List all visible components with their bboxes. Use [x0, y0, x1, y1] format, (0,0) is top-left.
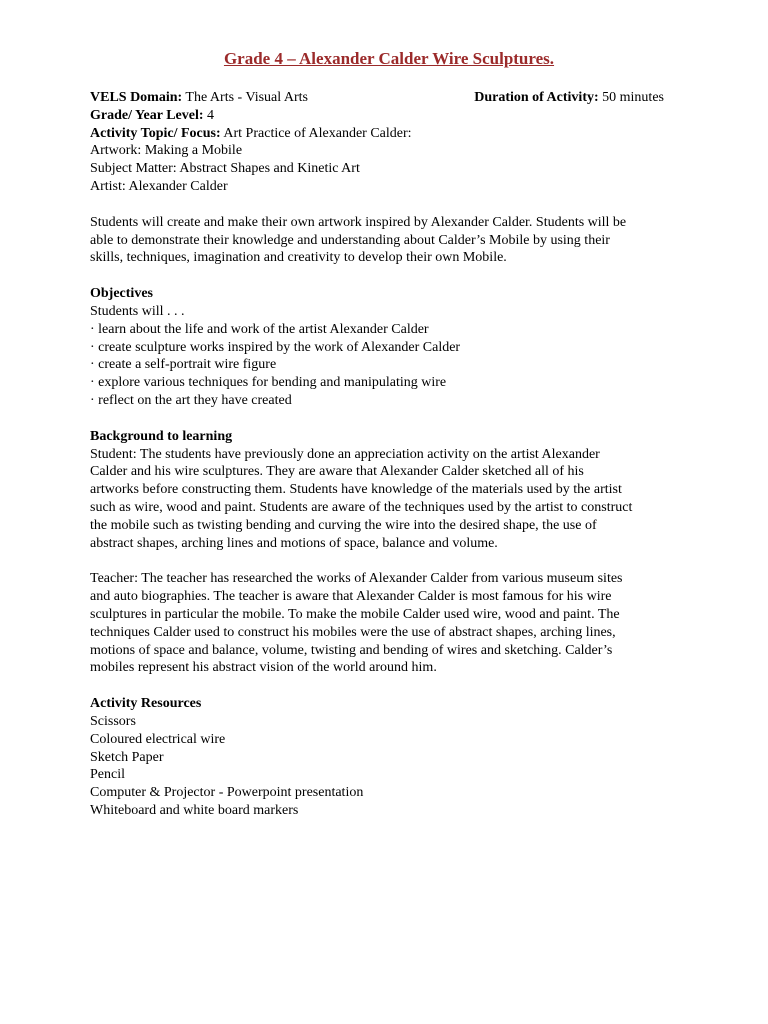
teacher-line: motions of space and balance, volume, twisting and bending of wires and sketching. Calder’s — [90, 642, 613, 658]
intro-line: skills, techniques, imagination and creativity to develop their own Mobile. — [90, 250, 507, 266]
list-item: · learn about the life and work of the artist Alexander Calder — [90, 321, 429, 337]
document-title: Grade 4 – Alexander Calder Wire Sculptures. — [223, 49, 555, 68]
teacher-line: techniques Calder used to construct his mobiles were the use of abstract shapes, arching lines, — [90, 624, 616, 640]
list-item: Coloured electrical wire — [90, 731, 226, 747]
topic-row — [90, 125, 688, 143]
student-line: Calder and his wire sculptures. They are aware that Alexander Calder sketched all of his — [90, 464, 584, 480]
intro-line: Students will create and make their own artwork inspired by Alexander Calder. Students will be — [90, 214, 627, 230]
teacher-line: and auto biographies. The teacher is aware that Alexander Calder is most famous for his wire — [90, 589, 612, 605]
list-item: · create a self-portrait wire figure — [90, 357, 277, 373]
vels-domain — [90, 89, 308, 107]
list-item: · reflect on the art they have created — [90, 392, 292, 408]
intro-paragraph — [90, 214, 688, 267]
resources-heading: Activity Resources — [90, 696, 202, 712]
list-item: · explore various techniques for bending and manipulating wire — [90, 375, 447, 391]
topic-label: Activity Topic/ Focus: — [90, 125, 221, 141]
list-item: Scissors — [90, 713, 136, 729]
teacher-line: Teacher: The teacher has researched the works of Alexander Calder from various museum sites — [90, 571, 623, 587]
subject-line: Subject Matter: Abstract Shapes and Kinetic Art — [90, 161, 360, 177]
artwork-line: Artwork: Making a Mobile — [90, 143, 243, 159]
list-item: Pencil — [90, 767, 125, 783]
background-heading: Background to learning — [90, 428, 233, 444]
student-line: Student: The students have previously done an appreciation activity on the artist Alexander — [90, 446, 600, 462]
duration-value: 50 minutes — [598, 90, 664, 105]
teacher-paragraph — [90, 570, 688, 677]
teacher-line: mobiles represent his abstract vision of the world around him. — [90, 660, 437, 676]
vels-row — [90, 89, 664, 107]
vels-label: VELS Domain: — [90, 90, 183, 105]
list-item: Whiteboard and white board markers — [90, 802, 299, 818]
student-paragraph — [90, 446, 688, 553]
objectives-list — [90, 321, 688, 410]
grade-row — [90, 107, 688, 125]
list-item: Sketch Paper — [90, 749, 164, 765]
intro-line: able to demonstrate their knowledge and understanding about Calder’s Mobile by using their — [90, 232, 610, 248]
student-line: the mobile such as twisting bending and curving the wire into the desired shape, the use of — [90, 517, 597, 533]
topic-value: Art Practice of Alexander Calder: — [220, 125, 412, 141]
grade-value: 4 — [203, 107, 215, 123]
vels-value: The Arts - Visual Arts — [182, 90, 308, 105]
duration-label: Duration of Activity: — [474, 90, 599, 105]
artist-line: Artist: Alexander Calder — [90, 178, 228, 194]
teacher-line: sculptures in particular the mobile. To make the mobile Calder used wire, wood and paint. The — [90, 606, 620, 622]
list-item: · create sculpture works inspired by the work of Alexander Calder — [90, 339, 461, 355]
student-line: such as wire, wood and paint. Students are aware of the techniques used by the artist to construct — [90, 499, 633, 515]
objectives-lead: Students will . . . — [90, 303, 185, 319]
list-item: Computer & Projector - Powerpoint presentation — [90, 785, 364, 801]
student-line: abstract shapes, arching lines and motions of space, balance and volume. — [90, 535, 498, 551]
grade-label: Grade/ Year Level: — [90, 107, 204, 123]
objectives-heading: Objectives — [90, 286, 153, 302]
duration — [474, 89, 664, 107]
student-line: artworks before constructing them. Students have knowledge of the materials used by the artist — [90, 482, 622, 498]
resources-list — [90, 713, 688, 820]
